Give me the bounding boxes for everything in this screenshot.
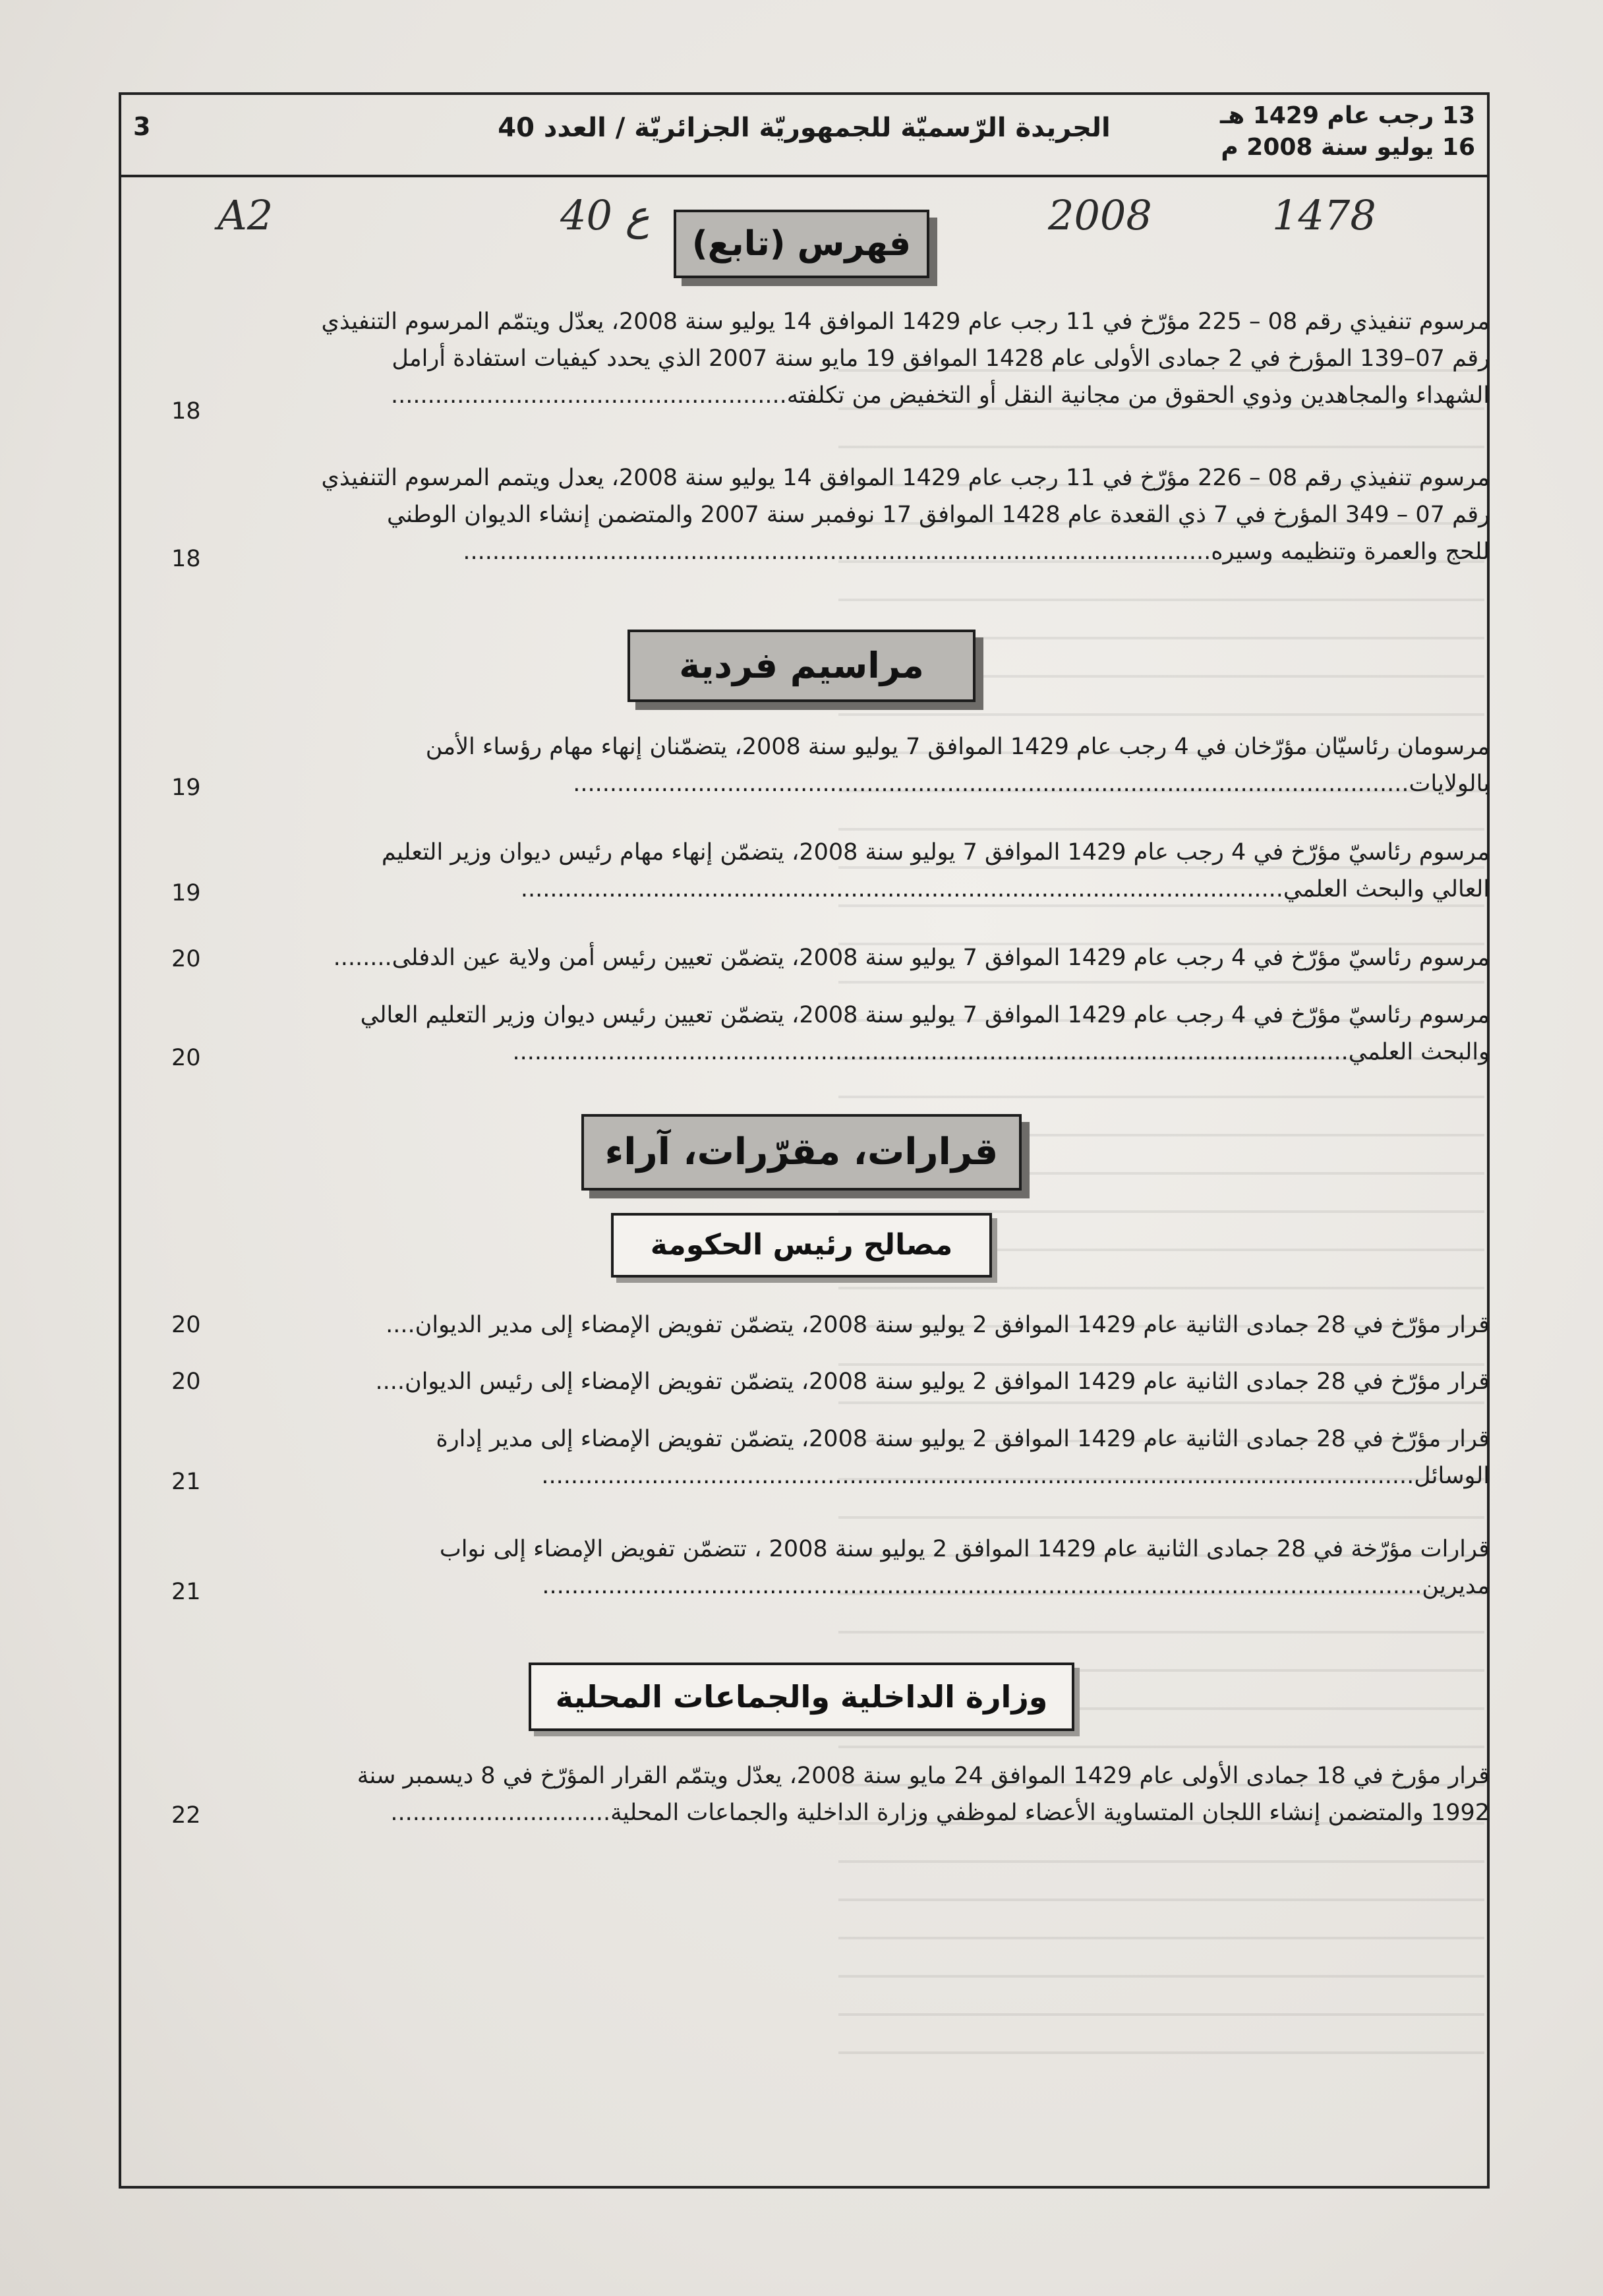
entry-line: مرسوم رئاسيّ مؤرّخ في 4 رجب عام 1429 الموافق 7 يوليو سنة 2008، يتضمّن تعيين رئيس أمن ولاية عين الدفلى........ <box>333 945 1490 971</box>
entry-page-number: 20 <box>171 1312 201 1338</box>
header-page-number: 3 <box>133 112 151 141</box>
entry-page-number: 19 <box>171 775 201 801</box>
entry-line: الوسائل....................................................................................................................... <box>541 1463 1490 1489</box>
index-entry <box>191 728 1490 802</box>
index-entry <box>191 1307 1490 1343</box>
entry-line: رقم 07 – 349 المؤرخ في 7 ذي القعدة عام 1428 الموافق 17 نوفمبر سنة 2007 والمتضمن إنشاء الديوان الوطني <box>386 502 1490 528</box>
entry-line: قرارات مؤرّخة في 28 جمادى الثانية عام 1429 الموافق 2 يوليو سنة 2008 ، تتضمّن تفويض الإمضاء إلى نواب <box>439 1536 1490 1562</box>
entry-line: مديرين........................................................................................................................ <box>542 1573 1490 1599</box>
entry-line: العالي والبحث العلمي........................................................................................................ <box>520 876 1490 902</box>
entry-line: للحج والعمرة وتنظيمه وسيره...................................................................................................... <box>463 539 1490 565</box>
page-header <box>121 95 1487 177</box>
entry-line: مرسومان رئاسيّان مؤرّخان في 4 رجب عام 1429 الموافق 7 يوليو سنة 2008، يتضمّنان إنهاء مهام رؤساء الأمن <box>425 734 1490 760</box>
entry-line: قرار مؤرّخ في 28 جمادى الثانية عام 1429 الموافق 2 يوليو سنة 2008، يتضمّن تفويض الإمضاء إلى مدير إدارة <box>436 1426 1490 1452</box>
entry-page-number: 18 <box>171 546 201 572</box>
entry-line: والبحث العلمي.................................................................................................................. <box>512 1039 1490 1065</box>
entry-line: 1992 والمتضمن إنشاء اللجان المتساوية الأعضاء لموظفي وزارة الداخلية والجماعات المحلية.............................. <box>390 1800 1490 1826</box>
entry-line: مرسوم رئاسيّ مؤرّخ في 4 رجب عام 1429 الموافق 7 يوليو سنة 2008، يتضمّن إنهاء مهام رئيس ديوان وزير التعليم <box>381 839 1490 866</box>
index-entry <box>191 834 1490 908</box>
handwriting-mid-right: 2008 <box>1048 191 1152 239</box>
section-banner-individual-decrees: مراسيم فردية <box>627 630 976 702</box>
section-banner-decisions: قرارات، مقرّرات، آراء <box>581 1114 1022 1191</box>
entry-line: الشهداء والمجاهدين وذوي الحقوق من مجانية النقل أو التخفيض من تكلفته...................................................... <box>390 382 1490 409</box>
index-entry <box>191 1757 1490 1831</box>
entry-line: مرسوم رئاسيّ مؤرّخ في 4 رجب عام 1429 الموافق 7 يوليو سنة 2008، يتضمّن تعيين رئيس ديوان وزير التعليم العالي <box>360 1002 1490 1028</box>
entry-page-number: 20 <box>171 1369 201 1395</box>
entry-page-number: 18 <box>171 398 201 425</box>
entry-line: مرسوم تنفيذي رقم 08 – 226 مؤرّخ في 11 رجب عام 1429 الموافق 14 يوليو سنة 2008، يعدل ويتمم المرسوم التنفيذي <box>321 465 1490 491</box>
index-entry <box>191 459 1490 570</box>
handwriting-right: 1478 <box>1272 191 1376 239</box>
header-date-gregorian: 16 يوليو سنة 2008 م <box>1221 134 1475 161</box>
entry-page-number: 20 <box>171 1045 201 1071</box>
handwriting-mid-left: ع 40 <box>560 191 650 239</box>
index-entry <box>191 1531 1490 1604</box>
entry-page-number: 21 <box>171 1469 201 1495</box>
entry-page-number: 21 <box>171 1579 201 1605</box>
entry-page-number: 20 <box>171 946 201 972</box>
subsection-banner-interior-ministry: وزارة الداخلية والجماعات المحلية <box>529 1663 1074 1731</box>
subsection-banner-head-of-government: مصالح رئيس الحكومة <box>611 1213 992 1278</box>
entry-page-number: 22 <box>171 1802 201 1829</box>
entry-line: رقم 07–139 المؤرخ في 2 جمادى الأولى عام 1428 الموافق 19 مايو سنة 2007 الذي يحدد كيفيات استفادة أرامل <box>392 345 1490 372</box>
entry-page-number: 19 <box>171 880 201 906</box>
index-entry <box>191 939 1490 976</box>
index-entry <box>191 1363 1490 1400</box>
header-date-hijri: 13 رجب عام 1429 هـ <box>1220 102 1475 129</box>
entry-line: قرار مؤرّخ في 28 جمادى الثانية عام 1429 الموافق 2 يوليو سنة 2008، يتضمّن تفويض الإمضاء إلى مدير الديوان.... <box>386 1312 1490 1338</box>
index-entry <box>191 303 1490 414</box>
index-entry <box>191 997 1490 1071</box>
entry-line: بالولايات.................................................................................................................. <box>573 771 1490 797</box>
entry-line: قرار مؤرخ في 18 جمادى الأولى عام 1429 الموافق 24 مايو سنة 2008، يعدّل ويتمّم القرار المؤرّخ في 8 ديسمبر سنة <box>357 1763 1490 1789</box>
section-banner-index: فهرس (تابع) <box>674 210 929 278</box>
handwriting-left: A2 <box>218 191 274 239</box>
entry-line: قرار مؤرّخ في 28 جمادى الثانية عام 1429 الموافق 2 يوليو سنة 2008، يتضمّن تفويض الإمضاء إلى رئيس الديوان.... <box>375 1369 1490 1395</box>
entry-line: مرسوم تنفيذي رقم 08 – 225 مؤرّخ في 11 رجب عام 1429 الموافق 14 يوليو سنة 2008، يعدّل ويتمّم المرسوم التنفيذي <box>321 309 1490 335</box>
index-entry <box>191 1421 1490 1494</box>
header-title: الجريدة الرّسميّة للجمهوريّة الجزائريّة / العدد 40 <box>498 113 1111 143</box>
